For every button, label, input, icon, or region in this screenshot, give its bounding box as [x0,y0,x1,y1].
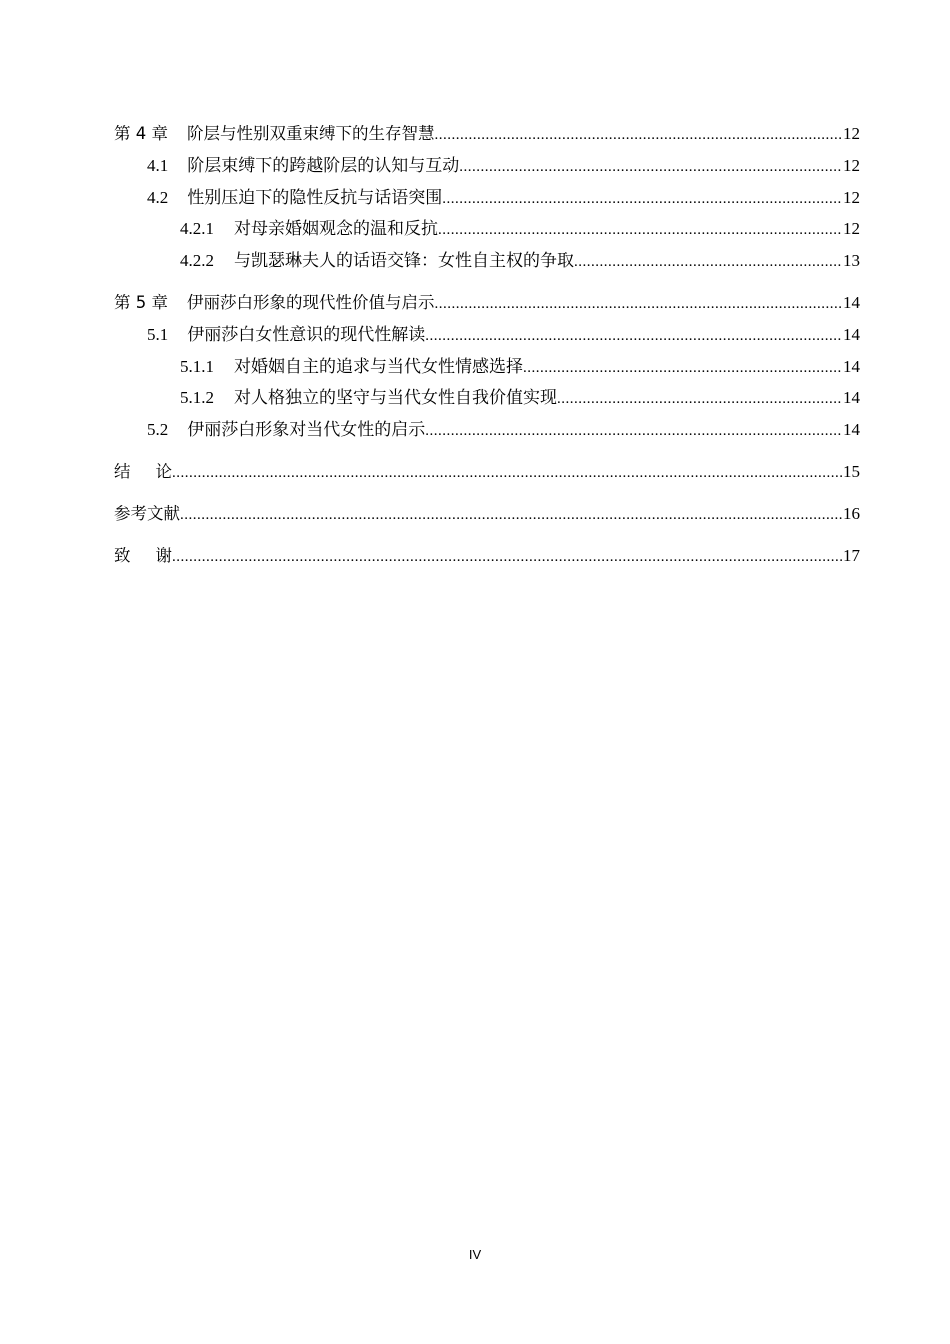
toc-entry-number: 结 [114,461,131,481]
toc-entry-4-2-1[interactable] [114,213,860,245]
toc-entry-page: 14 [843,388,860,408]
toc-entry-page: 12 [843,124,860,143]
toc-entry-5-1[interactable] [114,319,860,351]
toc-entry-title: 论 [155,461,172,481]
toc-entry-number: 4.2.2 [180,251,214,271]
toc-entry-page: 14 [843,356,860,376]
toc-entry-5-1-2[interactable] [114,382,860,414]
toc-entry-number: 4.1 [147,155,169,175]
toc-entry-page: 12 [843,155,860,175]
toc-entry-page: 12 [843,187,860,207]
toc-entry-4-2[interactable] [114,182,860,214]
toc-entry-number: 第 4 章 [114,124,168,143]
toc-entry-title: 与凯瑟琳夫人的话语交锋：女性自主权的争取 [234,251,574,271]
page-number: IV [468,1247,482,1262]
toc-dot-leader [438,215,842,247]
toc-entry-page: 12 [843,219,860,239]
toc-dot-leader [459,152,842,184]
toc-dot-leader [574,247,842,279]
toc-entry-number: 第 5 章 [114,292,168,312]
toc-entry-number: 致 [114,545,131,565]
toc-dot-leader [442,184,842,216]
toc-entry-page: 13 [843,251,860,271]
toc-entry-number: 5.1 [147,324,169,344]
toc-dot-leader [557,384,842,416]
toc-entry-page: 14 [843,420,860,440]
toc-entry-number: 5.2 [147,420,169,440]
toc-dot-leader [172,542,842,574]
toc-entry-references[interactable] [114,498,860,530]
toc-entry-page: 14 [843,292,860,312]
toc-dot-leader [425,416,842,448]
toc-entry-page: 14 [843,324,860,344]
toc-entry-title: 对母亲婚姻观念的温和反抗 [234,219,438,239]
table-of-contents [114,118,860,571]
toc-entry-5-1-1[interactable] [114,351,860,383]
toc-entry-title: 对人格独立的坚守与当代女性自我价值实现 [234,388,557,408]
toc-entry-chapter-4[interactable] [114,118,860,150]
toc-entry-title: 伊丽莎白形象对当代女性的启示 [187,420,426,440]
toc-dot-leader [435,120,843,152]
toc-entry-title: 性别压迫下的隐性反抗与话语突围 [187,187,443,207]
toc-entry-title: 伊丽莎白女性意识的现代性解读 [187,324,426,344]
toc-dot-leader [172,458,842,490]
toc-entry-title: 阶层与性别双重束缚下的生存智慧 [187,124,435,143]
toc-entry-title: 参考文献 [114,503,180,523]
toc-entry-title: 对婚姻自主的追求与当代女性情感选择 [234,356,523,376]
toc-entry-title: 谢 [155,545,172,565]
toc-entry-title: 伊丽莎白形象的现代性价值与启示 [187,292,435,312]
toc-entry-4-1[interactable] [114,150,860,182]
toc-entry-page: 17 [843,545,860,565]
toc-entry-number: 4.2.1 [180,219,214,239]
toc-entry-number: 5.1.1 [180,356,214,376]
toc-dot-leader [180,500,842,532]
toc-entry-chapter-5[interactable] [114,287,860,319]
toc-dot-leader [435,289,843,321]
toc-entry-4-2-2[interactable] [114,245,860,277]
toc-entry-number: 4.2 [147,187,169,207]
toc-entry-page: 15 [843,461,860,481]
toc-entry-acknowledgements[interactable] [114,540,860,572]
toc-entry-number: 5.1.2 [180,388,214,408]
toc-entry-5-2[interactable] [114,414,860,446]
toc-entry-title: 阶层束缚下的跨越阶层的认知与互动 [187,155,460,175]
toc-entry-page: 16 [843,503,860,523]
toc-dot-leader [425,321,842,353]
toc-dot-leader [523,353,842,385]
toc-entry-conclusion[interactable] [114,456,860,488]
